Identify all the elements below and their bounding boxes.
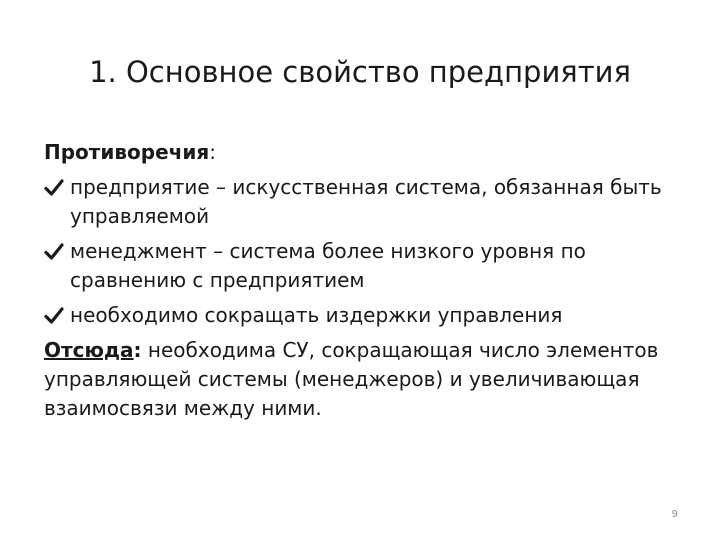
conclusion-paragraph xyxy=(44,336,684,423)
bullet-item xyxy=(44,237,684,295)
bullet-item xyxy=(44,173,684,231)
page-number: 9 xyxy=(671,509,678,520)
contradictions-heading xyxy=(44,138,684,167)
checkmark-icon xyxy=(44,306,64,326)
contradictions-colon: : xyxy=(209,140,217,164)
bullet-text: менеджмент – система более низкого уровня по сравнению с предприятием xyxy=(70,239,586,292)
contradictions-label: Противоречия xyxy=(44,140,210,164)
bullet-item xyxy=(44,301,684,330)
slide-content xyxy=(44,138,684,423)
conclusion-text: необходима СУ, сокращающая число элементов управляющей системы (менеджеров) и увеличивающая взаимосвязи между ними. xyxy=(44,338,659,420)
bullet-text: предприятие – искусственная система, обязанная быть управляемой xyxy=(70,175,662,228)
checkmark-icon xyxy=(44,242,64,262)
conclusion-colon: : xyxy=(133,338,142,362)
conclusion-label: Отсюда xyxy=(44,338,134,362)
bullet-text: необходимо сокращать издержки управления xyxy=(70,303,563,327)
slide-title: 1. Основное свойство предприятия xyxy=(89,55,631,89)
checkmark-icon xyxy=(44,178,64,198)
